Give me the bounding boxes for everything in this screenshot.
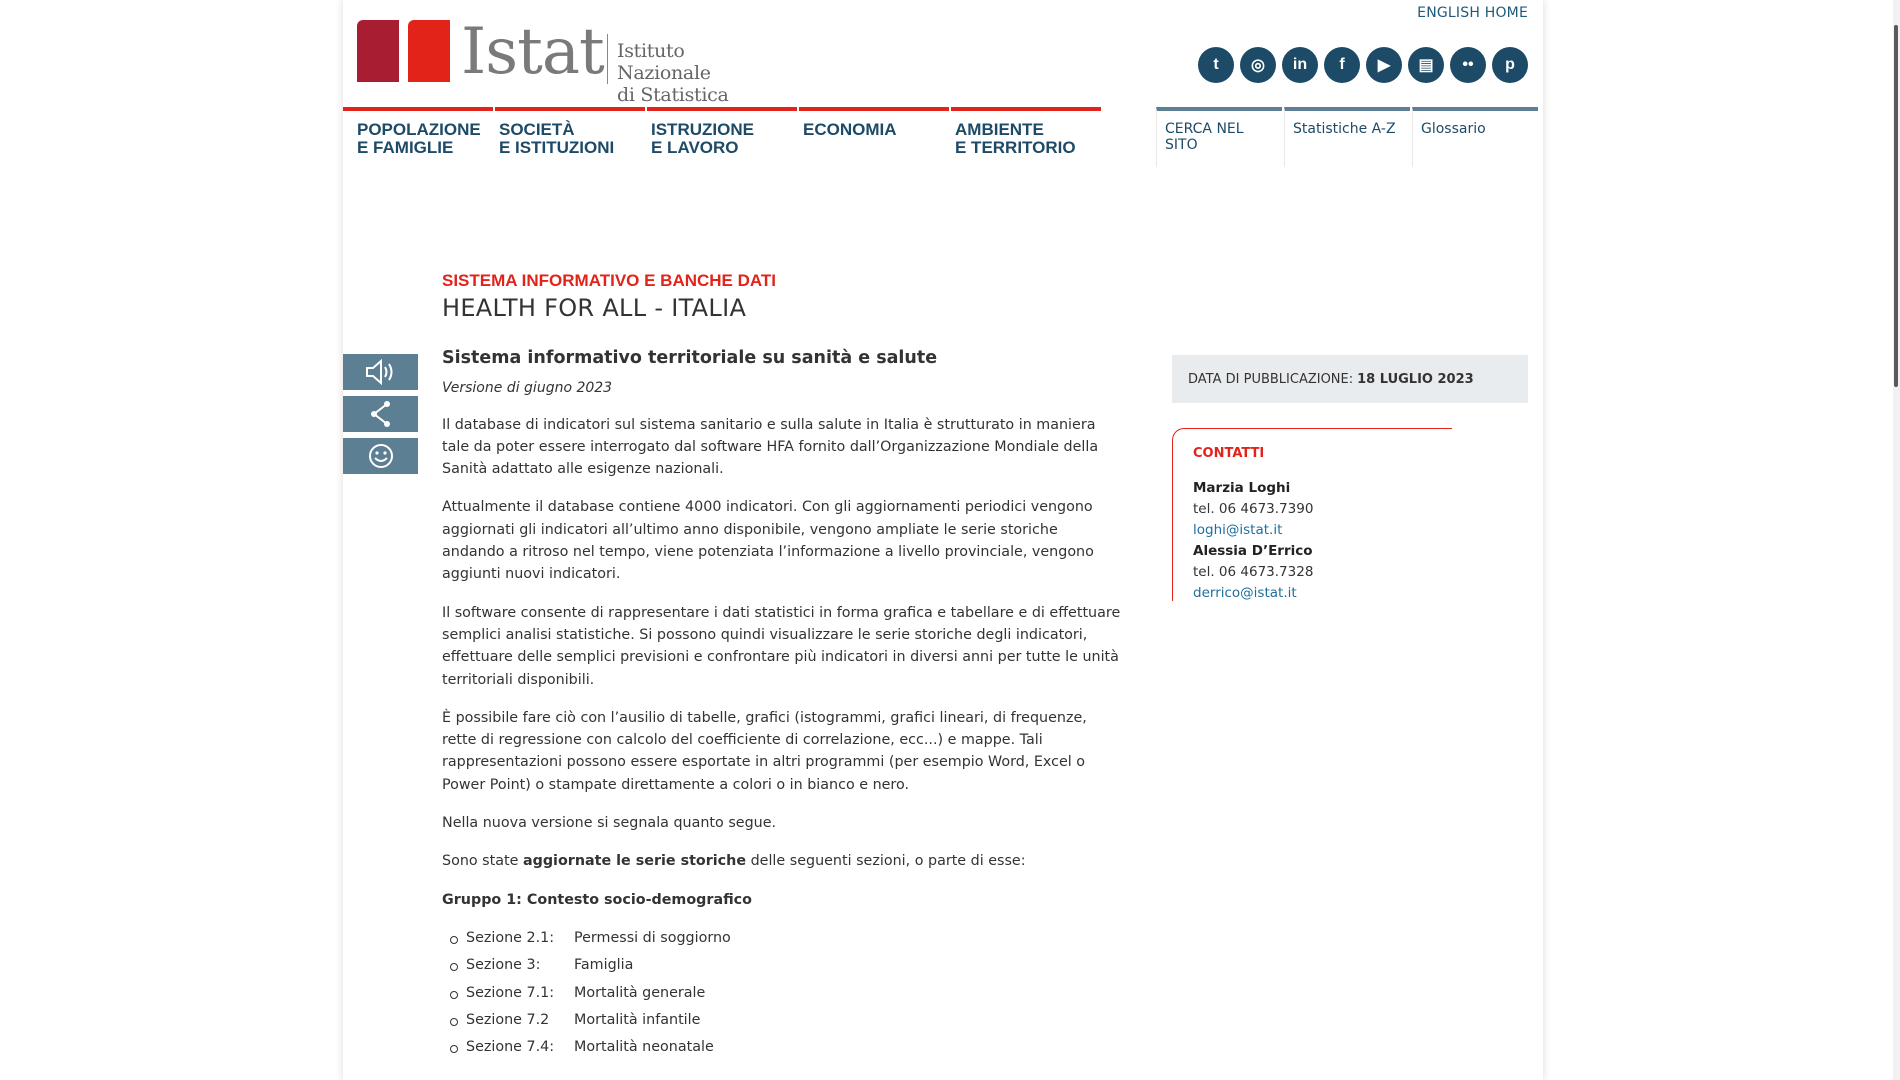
paragraph: Il database di indicatori sul sistema sanitario e sulla salute in Italia è strutturato in maniera tale da poter essere interrogato dal software HFA fornito dall’Organizzazione Mondiale della Sanità adattato alle esigenze nazionali. bbox=[442, 416, 1099, 478]
list-item bbox=[466, 1007, 1122, 1034]
audio-button[interactable] bbox=[343, 354, 418, 390]
paragraph: Il software consente di rappresentare i dati statistici in forma grafica e tabellare e di effettuare semplici analisi statistiche. Si possono quindi visualizzare le serie storiche degli indicatori, effettuare delle semplici previsioni e confrontare più indicatori in diversi anni per tutte le unità territoriali disponibili. bbox=[442, 604, 1121, 688]
logo-mark-dark bbox=[357, 20, 399, 82]
intro-bold: aggiornate le serie storiche bbox=[522, 853, 747, 870]
nav-societa[interactable] bbox=[495, 107, 645, 157]
page-scrollbar[interactable] bbox=[1893, 0, 1900, 1080]
scrollbar-thumb[interactable] bbox=[1894, 25, 1898, 387]
section-code: Sezione 7.1: bbox=[466, 984, 555, 1001]
nav-popolazione[interactable] bbox=[343, 107, 493, 157]
pub-label: DATA DI PUBBLICAZIONE: bbox=[1188, 371, 1354, 387]
share-icon bbox=[369, 400, 393, 428]
nav-item-line2: E ISTITUZIONI bbox=[499, 138, 615, 157]
nav-economia[interactable] bbox=[799, 107, 949, 139]
nav-item-line1: ISTRUZIONE bbox=[651, 120, 754, 139]
section-code: Sezione 7.4: bbox=[466, 1039, 555, 1056]
twitter-icon[interactable]: t bbox=[1198, 47, 1234, 83]
contact-tel: tel. 06 4673.7328 bbox=[1193, 564, 1314, 580]
youtube-icon[interactable]: ▶ bbox=[1366, 47, 1402, 83]
logo-subtitle-line2: di Statistica bbox=[617, 84, 729, 106]
nav-istruzione[interactable] bbox=[647, 107, 797, 157]
logo-separator bbox=[607, 34, 608, 84]
pub-date: 18 LUGLIO 2023 bbox=[1357, 371, 1474, 387]
nav-statistiche-az[interactable]: Statistiche A-Z bbox=[1284, 107, 1410, 167]
section-name: Mortalità infantile bbox=[574, 1011, 701, 1028]
contact-name: Marzia Loghi bbox=[1193, 480, 1291, 496]
pinterest-icon[interactable]: p bbox=[1492, 47, 1528, 83]
updated-series-intro bbox=[442, 850, 1122, 872]
main-nav bbox=[343, 107, 1543, 167]
logo-mark-red bbox=[408, 20, 450, 82]
page-container bbox=[343, 0, 1543, 1080]
english-home-link[interactable]: ENGLISH HOME bbox=[1417, 5, 1528, 21]
nav-search[interactable]: CERCA NEL SITO bbox=[1156, 107, 1282, 167]
share-button[interactable] bbox=[343, 396, 418, 432]
page-tools bbox=[343, 354, 418, 480]
section-name: Mortalità generale bbox=[574, 984, 706, 1001]
contact-email-link[interactable]: derrico@istat.it bbox=[1193, 585, 1297, 601]
section-name: Famiglia bbox=[574, 957, 634, 974]
flickr-icon[interactable]: •• bbox=[1450, 47, 1486, 83]
intro-before: Sono state bbox=[442, 853, 523, 870]
nav-item-line2: E LAVORO bbox=[651, 138, 739, 157]
smiley-icon bbox=[367, 442, 395, 470]
content-subtitle: Sistema informativo territoriale su sanità e salute bbox=[442, 348, 938, 368]
facebook-icon[interactable]: f bbox=[1324, 47, 1360, 83]
section-name: Permessi di soggiorno bbox=[574, 929, 731, 946]
contact-tel: tel. 06 4673.7390 bbox=[1193, 501, 1314, 517]
logo-word: Istat bbox=[461, 15, 604, 89]
paragraph: È possibile fare ciò con l’ausilio di tabelle, grafici (istogrammi, grafici lineari, di frequenze, rette di regressione con calcolo del coefficiente di correlazione, ecc...) e mappe. Tali rappresentazioni possono essere esportate in altri programmi (per esempio Word, Excel o Power Point) o stampate direttamente a colori o in bianco e nero. bbox=[442, 709, 1087, 793]
version-note: Versione di giugno 2023 bbox=[442, 380, 613, 397]
logo-subtitle bbox=[617, 40, 737, 106]
section-name: Mortalità neonatale bbox=[574, 1039, 714, 1056]
instagram-icon[interactable]: ◎ bbox=[1240, 47, 1276, 83]
section-code: Sezione 7.2 bbox=[466, 1011, 550, 1028]
nav-item-line2: E FAMIGLIE bbox=[357, 138, 454, 157]
nav-item-line1: AMBIENTE bbox=[955, 120, 1044, 139]
contacts-title: CONTATTI bbox=[1193, 446, 1265, 461]
section-code: Sezione 3: bbox=[466, 957, 541, 974]
nav-glossario[interactable]: Glossario bbox=[1412, 107, 1538, 167]
contact-name: Alessia D’Errico bbox=[1193, 543, 1313, 559]
speaker-icon bbox=[364, 359, 398, 385]
list-item bbox=[466, 952, 1122, 979]
main-content bbox=[442, 347, 1122, 1061]
nav-item-line1: POPOLAZIONE bbox=[357, 120, 481, 139]
contact-email-link[interactable]: loghi@istat.it bbox=[1193, 522, 1283, 538]
nav-item-line1: ECONOMIA bbox=[803, 120, 897, 139]
contacts-box bbox=[1172, 428, 1452, 601]
logo-subtitle-line1: Istituto Nazionale bbox=[617, 40, 711, 84]
section-code: Sezione 2.1: bbox=[466, 929, 555, 946]
linkedin-icon[interactable]: in bbox=[1282, 47, 1318, 83]
page-title: HEALTH FOR ALL - ITALIA bbox=[442, 294, 747, 322]
paragraph: Nella nuova versione si segnala quanto segue. bbox=[442, 815, 777, 832]
feedback-button[interactable] bbox=[343, 438, 418, 474]
paragraph: Attualmente il database contiene 4000 indicatori. Con gli aggiornamenti periodici vengono aggiornati gli indicatori all’ultimo anno disponibile, vengono ampliate le serie storiche andando a ritroso nel tempo, viene potenziata l’informazione a livello provinciale, vengono aggiunti nuovi indicatori. bbox=[442, 499, 1094, 583]
nav-item-line2: E TERRITORIO bbox=[955, 138, 1076, 157]
list-item bbox=[466, 980, 1122, 1007]
nav-ambiente[interactable] bbox=[951, 107, 1101, 157]
sections-list bbox=[442, 925, 1122, 1061]
group-title: Gruppo 1: Contesto socio-demografico bbox=[442, 891, 752, 908]
publication-date-box bbox=[1172, 355, 1528, 403]
slideshare-icon[interactable]: ▤ bbox=[1408, 47, 1444, 83]
nav-item-line1: SOCIETÀ bbox=[499, 120, 575, 139]
istat-logo[interactable] bbox=[357, 15, 737, 106]
intro-after: delle seguenti sezioni, o parte di esse: bbox=[746, 853, 1026, 870]
list-item bbox=[466, 925, 1122, 952]
page-kicker: SISTEMA INFORMATIVO E BANCHE DATI bbox=[442, 271, 777, 290]
list-item bbox=[466, 1034, 1122, 1061]
social-links bbox=[1198, 47, 1528, 83]
